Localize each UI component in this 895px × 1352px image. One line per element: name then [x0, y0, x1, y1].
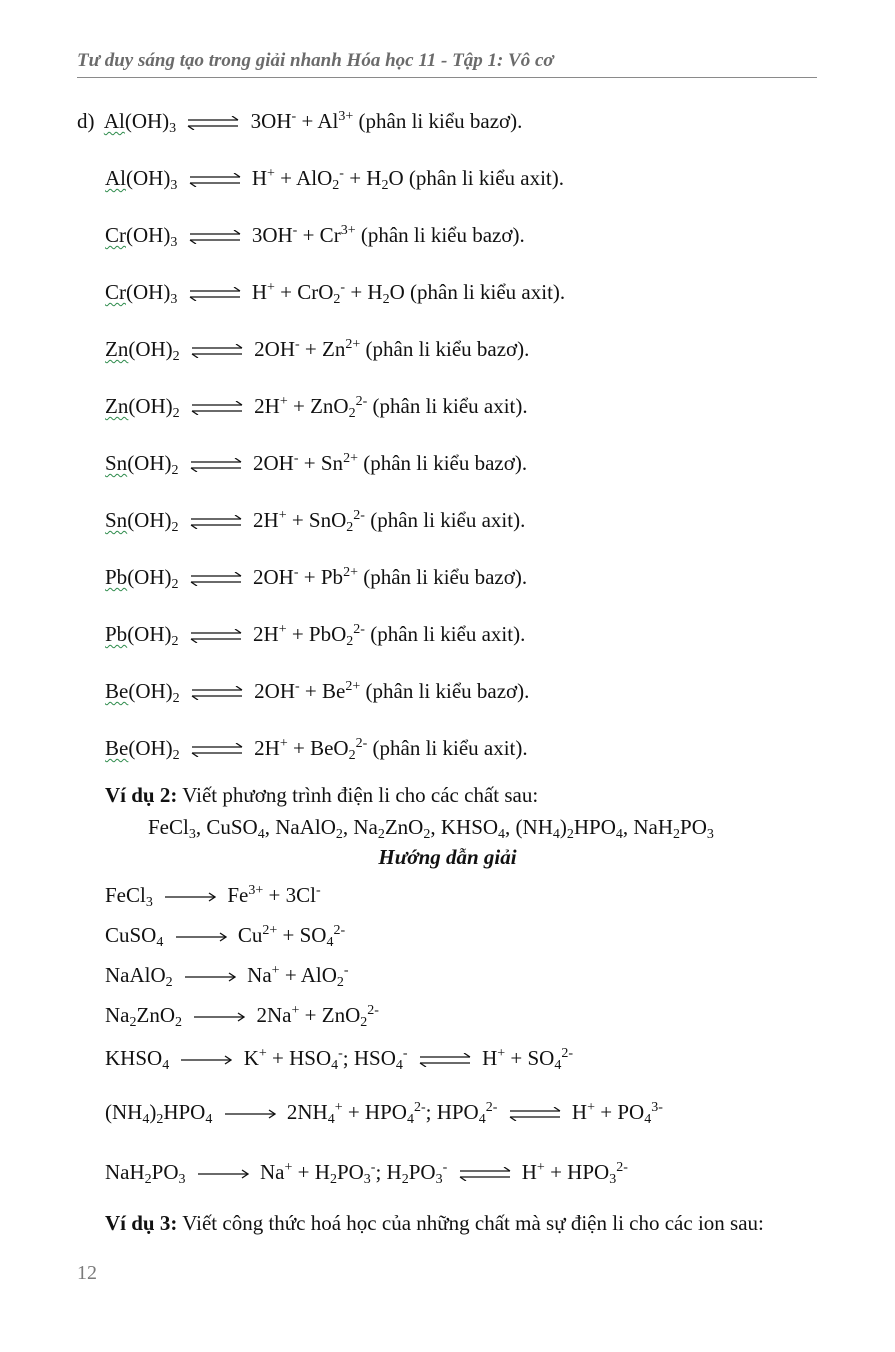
equilibrium-arrow-icon — [191, 401, 243, 415]
page-number: 12 — [77, 1262, 97, 1284]
equilibrium-arrow-icon — [509, 1107, 561, 1121]
equation-line: $Sn(OH)_2$ 2H+ + SnO$_2^{2-}$ (phân li kiểu axit). — [105, 508, 526, 535]
equation-line: d) $Al(OH)_3$ $3OH^- + Al^{3+}$ (phân li kiểu bazơ). — [77, 109, 523, 136]
equation-line: $NaH_2PO_3$ $Na^+ + H_2PO_3^-$; $H_2PO_3^-$ $H^+ + HPO_3^{2-}$ — [105, 1160, 628, 1187]
equation-line: FeCl$_3$ $Fe^{3+} + 3Cl^-$ — [105, 883, 321, 910]
equation-line: $Zn(OH)_2$ $2OH^- + Zn^{2+}$ (phân li kiểu bazơ). — [105, 337, 530, 364]
guide-heading: Hướng dẫn giải — [378, 845, 517, 869]
equilibrium-arrow-icon — [191, 686, 243, 700]
equilibrium-arrow-icon — [191, 344, 243, 358]
book-header-title: Tư duy sáng tạo trong giải nhanh Hóa học 11 - Tập 1: Vô cơ — [77, 50, 554, 71]
right-arrow-icon — [197, 1169, 249, 1179]
equilibrium-arrow-icon — [191, 743, 243, 757]
equation-line: $Cr(OH)_3$ $H^+ + CrO_2^- + H_2O$ (phân li kiểu axit). — [105, 280, 566, 307]
equation-line: CuSO$_4$ $Cu^{2+} + SO_4^{2-}$ — [105, 923, 346, 950]
equation-line: NaAlO$_2$ Na+ + AlO$_2$- — [105, 963, 349, 990]
equilibrium-arrow-icon — [419, 1053, 471, 1067]
equation-line: $KHSO_4$ $K^+ + HSO_4^-$; $HSO_4^-$ $H^+ + SO_4^{2-}$ — [105, 1046, 574, 1073]
equation-line: $Sn(OH)_2$ $2OH^- + Sn^{2+}$ (phân li kiểu bazơ). — [105, 451, 528, 478]
right-arrow-icon — [184, 972, 236, 982]
equilibrium-arrow-icon — [190, 629, 242, 643]
equation-line: $Be(OH)_2$ $2OH^- + Be^{2+}$ (phân li kiểu bazơ). — [105, 679, 530, 706]
equation-line: $(NH_4)_2HPO_4$ $2NH_4^+ + HPO_4^{2-}$; $HPO_4^{2-}$ $H^+ + PO_4^{3-}$ — [105, 1100, 663, 1127]
equation-line: $Pb(OH)_2$ $2OH^- + Pb^{2+}$ (phân li kiểu bazơ). — [105, 565, 528, 592]
item-label: d) — [77, 109, 95, 133]
equilibrium-arrow-icon — [190, 458, 242, 472]
header-rule — [77, 77, 817, 78]
example-3-title: Ví dụ 3 — [105, 1211, 171, 1235]
right-arrow-icon — [164, 892, 216, 902]
equation-line: $Be(OH)_2$ 2H+ + BeO$_2^{2-}$ (phân li kiểu axit). — [105, 736, 528, 763]
equilibrium-arrow-icon — [189, 230, 241, 244]
equation-line: $Al(OH)_3$ $H^+ + AlO_2^- + H_2O$ (phân li kiểu axit). — [105, 166, 564, 193]
right-arrow-icon — [180, 1055, 232, 1065]
example-3-prompt: Ví dụ 3: Viết công thức hoá học của những chất mà sự điện li cho các ion sau: — [105, 1211, 764, 1235]
equation-line: $Zn(OH)_2$ 2H+ + ZnO$_2^{2-}$ (phân li kiểu axit). — [105, 394, 528, 421]
equilibrium-arrow-icon — [189, 173, 241, 187]
equation-line: $Na_2ZnO_2$ 2Na+ + ZnO$_2^{2-}$ — [105, 1003, 379, 1030]
equilibrium-arrow-icon — [459, 1167, 511, 1181]
example-2-prompt: Ví dụ 2: Viết phương trình điện li cho các chất sau: — [105, 783, 539, 807]
equilibrium-arrow-icon — [189, 287, 241, 301]
right-arrow-icon — [193, 1012, 245, 1022]
example-2-substances: FeCl$_3$, CuSO$_4$, NaAlO$_2$, $Na_2ZnO_2$, $KHSO_4$, $(NH_4)_2HPO_4$, $NaH_2PO_3$ — [148, 815, 714, 842]
example-2-title: Ví dụ 2 — [105, 783, 171, 807]
equilibrium-arrow-icon — [190, 572, 242, 586]
equilibrium-arrow-icon — [190, 515, 242, 529]
equation-line: $Cr(OH)_3$ $3OH^- + Cr^{3+}$ (phân li kiểu bazơ). — [105, 223, 525, 250]
equilibrium-arrow-icon — [187, 116, 239, 130]
right-arrow-icon — [175, 932, 227, 942]
right-arrow-icon — [224, 1109, 276, 1119]
equation-line: $Pb(OH)_2$ 2H+ + PbO$_2^{2-}$ (phân li kiểu axit). — [105, 622, 526, 649]
